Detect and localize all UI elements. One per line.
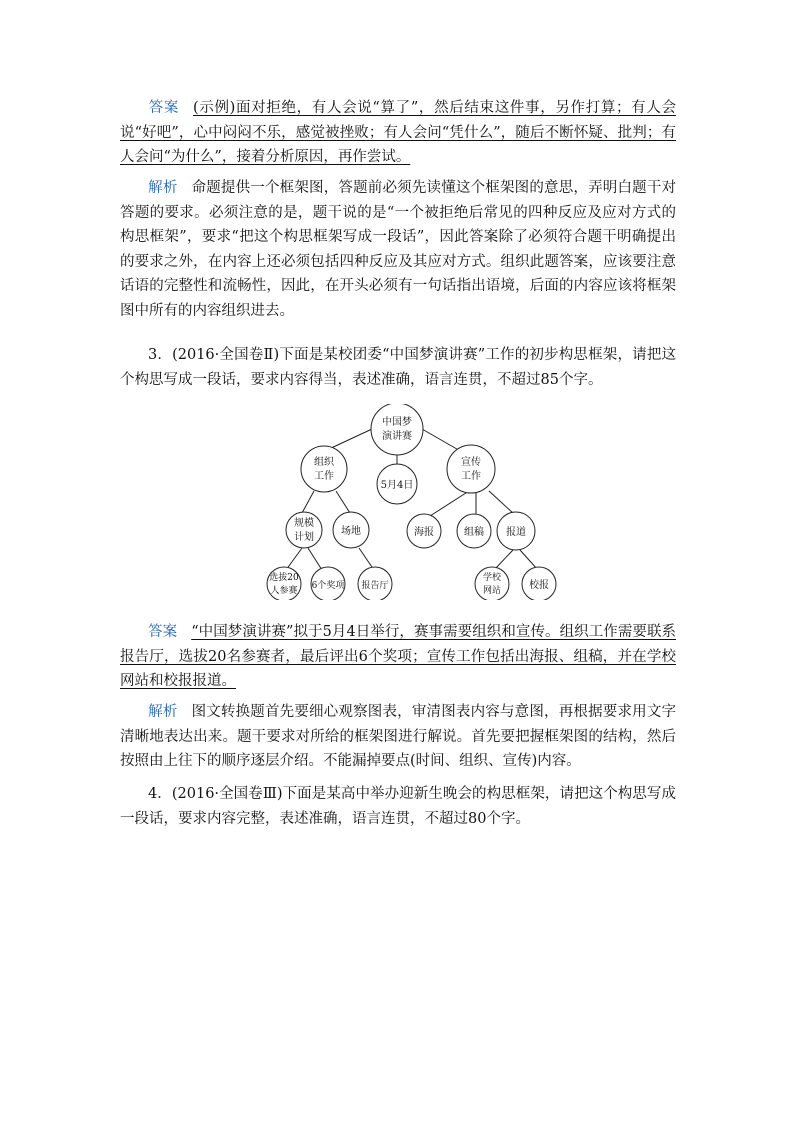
- node-website-line1: 学校: [482, 573, 502, 583]
- analysis-label: 解析: [148, 704, 178, 720]
- analysis-2: [120, 700, 676, 774]
- node-manuscript: [457, 514, 491, 548]
- node-hall: [358, 567, 392, 600]
- node-newspaper: [522, 567, 556, 600]
- answer-label: 答案: [148, 100, 179, 116]
- node-scale-line2: 计划: [294, 532, 314, 543]
- node-scale-line1: 规模: [294, 518, 314, 529]
- answer-text: (示例)面对拒绝，有人会说“算了”，然后结束这件事，另作打算；有人会说“好吧”，心中闷闷不乐，感觉被挫败；有人会问“凭什么”，随后不断怀疑、批判；有人会问“为什么”，接着分析原因，再作尝试。: [120, 100, 677, 165]
- node-select-line2: 人参赛: [270, 586, 298, 596]
- answer-2: [120, 620, 676, 694]
- node-report: [497, 512, 535, 550]
- node-select-line1: 选拔20: [269, 573, 299, 583]
- question-3: [120, 343, 676, 392]
- node-poster: [407, 514, 441, 548]
- node-pub-line2: 工作: [461, 471, 481, 482]
- node-org-line1: 组织: [314, 457, 334, 468]
- node-newspaper-text: 校报: [529, 580, 549, 591]
- node-awards-text: 6个奖项: [311, 581, 345, 591]
- node-org: [301, 446, 347, 492]
- answer-text: “中国梦演讲赛”拟于5月4日举行，赛事需要组织和宣传。组织工作需要联系报告厅，选拔20名参赛者，最后评出6个奖项；宣传工作包括出海报、组稿，并在学校网站和校报报道。: [120, 624, 676, 689]
- node-poster-text: 海报: [414, 527, 434, 538]
- question-text: 4．(2016·全国卷Ⅲ)下面是某高中举办迎新生晚会的构思框架，请把这个构思写成一段话，要求内容完整，表述准确，语言连贯，不超过80个字。: [120, 786, 676, 827]
- answer-1: [120, 96, 676, 170]
- node-hall-text: 报告厅: [361, 581, 389, 591]
- question-4: [120, 782, 676, 831]
- answer-label: 答案: [148, 624, 178, 640]
- node-awards: [311, 567, 345, 600]
- node-pub-line1: 宣传: [461, 457, 481, 468]
- analysis-label: 解析: [148, 180, 178, 196]
- node-venue: [333, 512, 369, 548]
- node-pub: [447, 445, 495, 493]
- node-manuscript-text: 组稿: [464, 527, 484, 538]
- node-date: [377, 464, 417, 504]
- node-root: [371, 404, 423, 455]
- node-venue-text: 场地: [341, 526, 361, 537]
- question-text: 3．(2016·全国卷Ⅱ)下面是某校团委“中国梦演讲赛”工作的初步构思框架，请把这个构思写成一段话，要求内容得当，表述准确，语言连贯，不超过85个字。: [120, 347, 676, 388]
- node-date-text: 5月4日: [380, 480, 414, 491]
- node-scale: [286, 512, 322, 548]
- node-website: [475, 567, 509, 600]
- node-org-line2: 工作: [314, 471, 334, 482]
- analysis-text: 命题提供一个框架图，答题前必须先读懂这个框架图的意思，弄明白题干对答题的要求。必须注意的是，题干说的是“一个被拒绝后常见的四种反应及应对方式的构思框架”，要求“把这个构思框架写成一段话”，因此答案除了必须符合题干明确提出的要求之外，在内容上还必须包括四种反应及其应对方式。组织此题答案，应该要注意话语的完整性和流畅性，因此，在开头必须有一句话指出语境，后面的内容应该将框架图中所有的内容组织进去。: [120, 180, 677, 319]
- node-root-line2: 演讲赛: [382, 431, 412, 442]
- framework-diagram: [264, 404, 570, 600]
- node-root-line1: 中国梦: [382, 417, 412, 428]
- node-website-line2: 网站: [482, 586, 502, 596]
- analysis-text: 图文转换题首先要细心观察图表，审清图表内容与意图，再根据要求用文字清晰地表达出来。题干要求对所给的框架图进行解说。首先要把握框架图的结构，然后按照由上往下的顺序逐层介绍。不能漏掉要点(时间、组织、宣传)内容。: [120, 704, 677, 769]
- node-select: [267, 567, 301, 600]
- analysis-1: [120, 176, 676, 323]
- node-report-text: 报道: [506, 527, 526, 538]
